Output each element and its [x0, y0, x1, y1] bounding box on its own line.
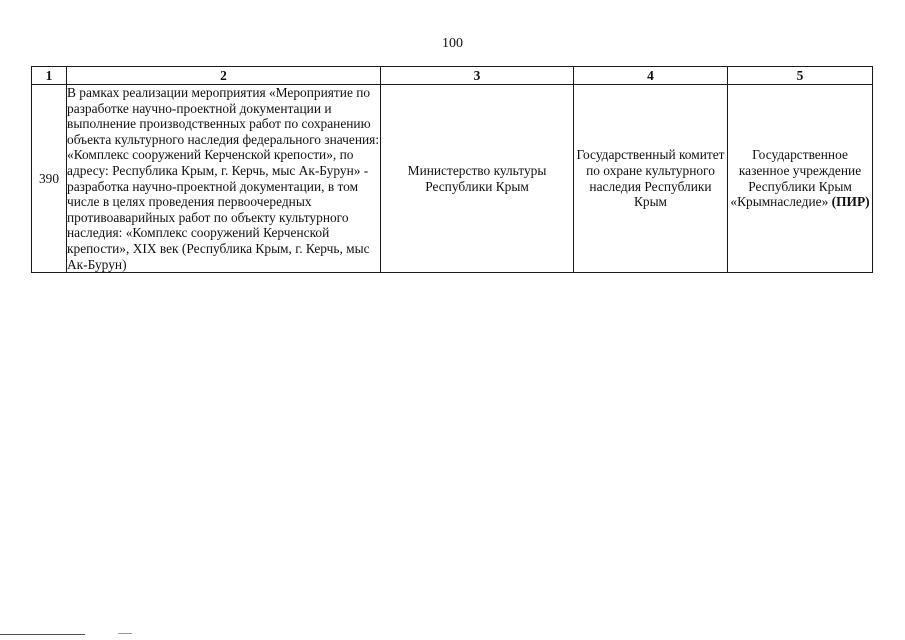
row-responsible: Министерство культуры Республики Крым — [381, 85, 574, 273]
footer-line — [0, 634, 85, 635]
table-row — [32, 85, 873, 273]
row-committee: Государственный комитет по охране культурного наследия Республики Крым — [574, 85, 728, 273]
column-header-1: 1 — [32, 67, 67, 85]
row-number: 390 — [32, 85, 67, 273]
document-table — [31, 66, 873, 273]
row-institution — [728, 85, 873, 273]
column-header-2: 2 — [67, 67, 381, 85]
row-description: В рамках реализации мероприятия «Мероприятие по разработке научно-проектной документации и выполнение производственных работ по сохранению объекта культурного наследия федерального значения: «Комплекс сооружений Керченской крепости», по адресу: Республика Крым, г. Керчь, мыс Ак-Бурун» - разработка научно-проектной документации, в том числе в целях проведения первоочередных противоаварийных работ по объекту культурного наследия: «Комплекс сооружений Керченской крепости», XIX век (Республика Крым, г. Керчь, мыс Ак-Бурун) — [67, 85, 380, 272]
column-header-3: 3 — [381, 67, 574, 85]
institution-name: Государственное казенное учреждение Республики Крым «Крымнаследие» — [730, 147, 862, 210]
column-header-4: 4 — [574, 67, 728, 85]
page-number: 100 — [442, 36, 463, 51]
column-header-5: 5 — [728, 67, 873, 85]
institution-tag: (ПИР) — [831, 194, 870, 210]
footer-mark — [118, 633, 132, 634]
header-row — [32, 67, 873, 85]
